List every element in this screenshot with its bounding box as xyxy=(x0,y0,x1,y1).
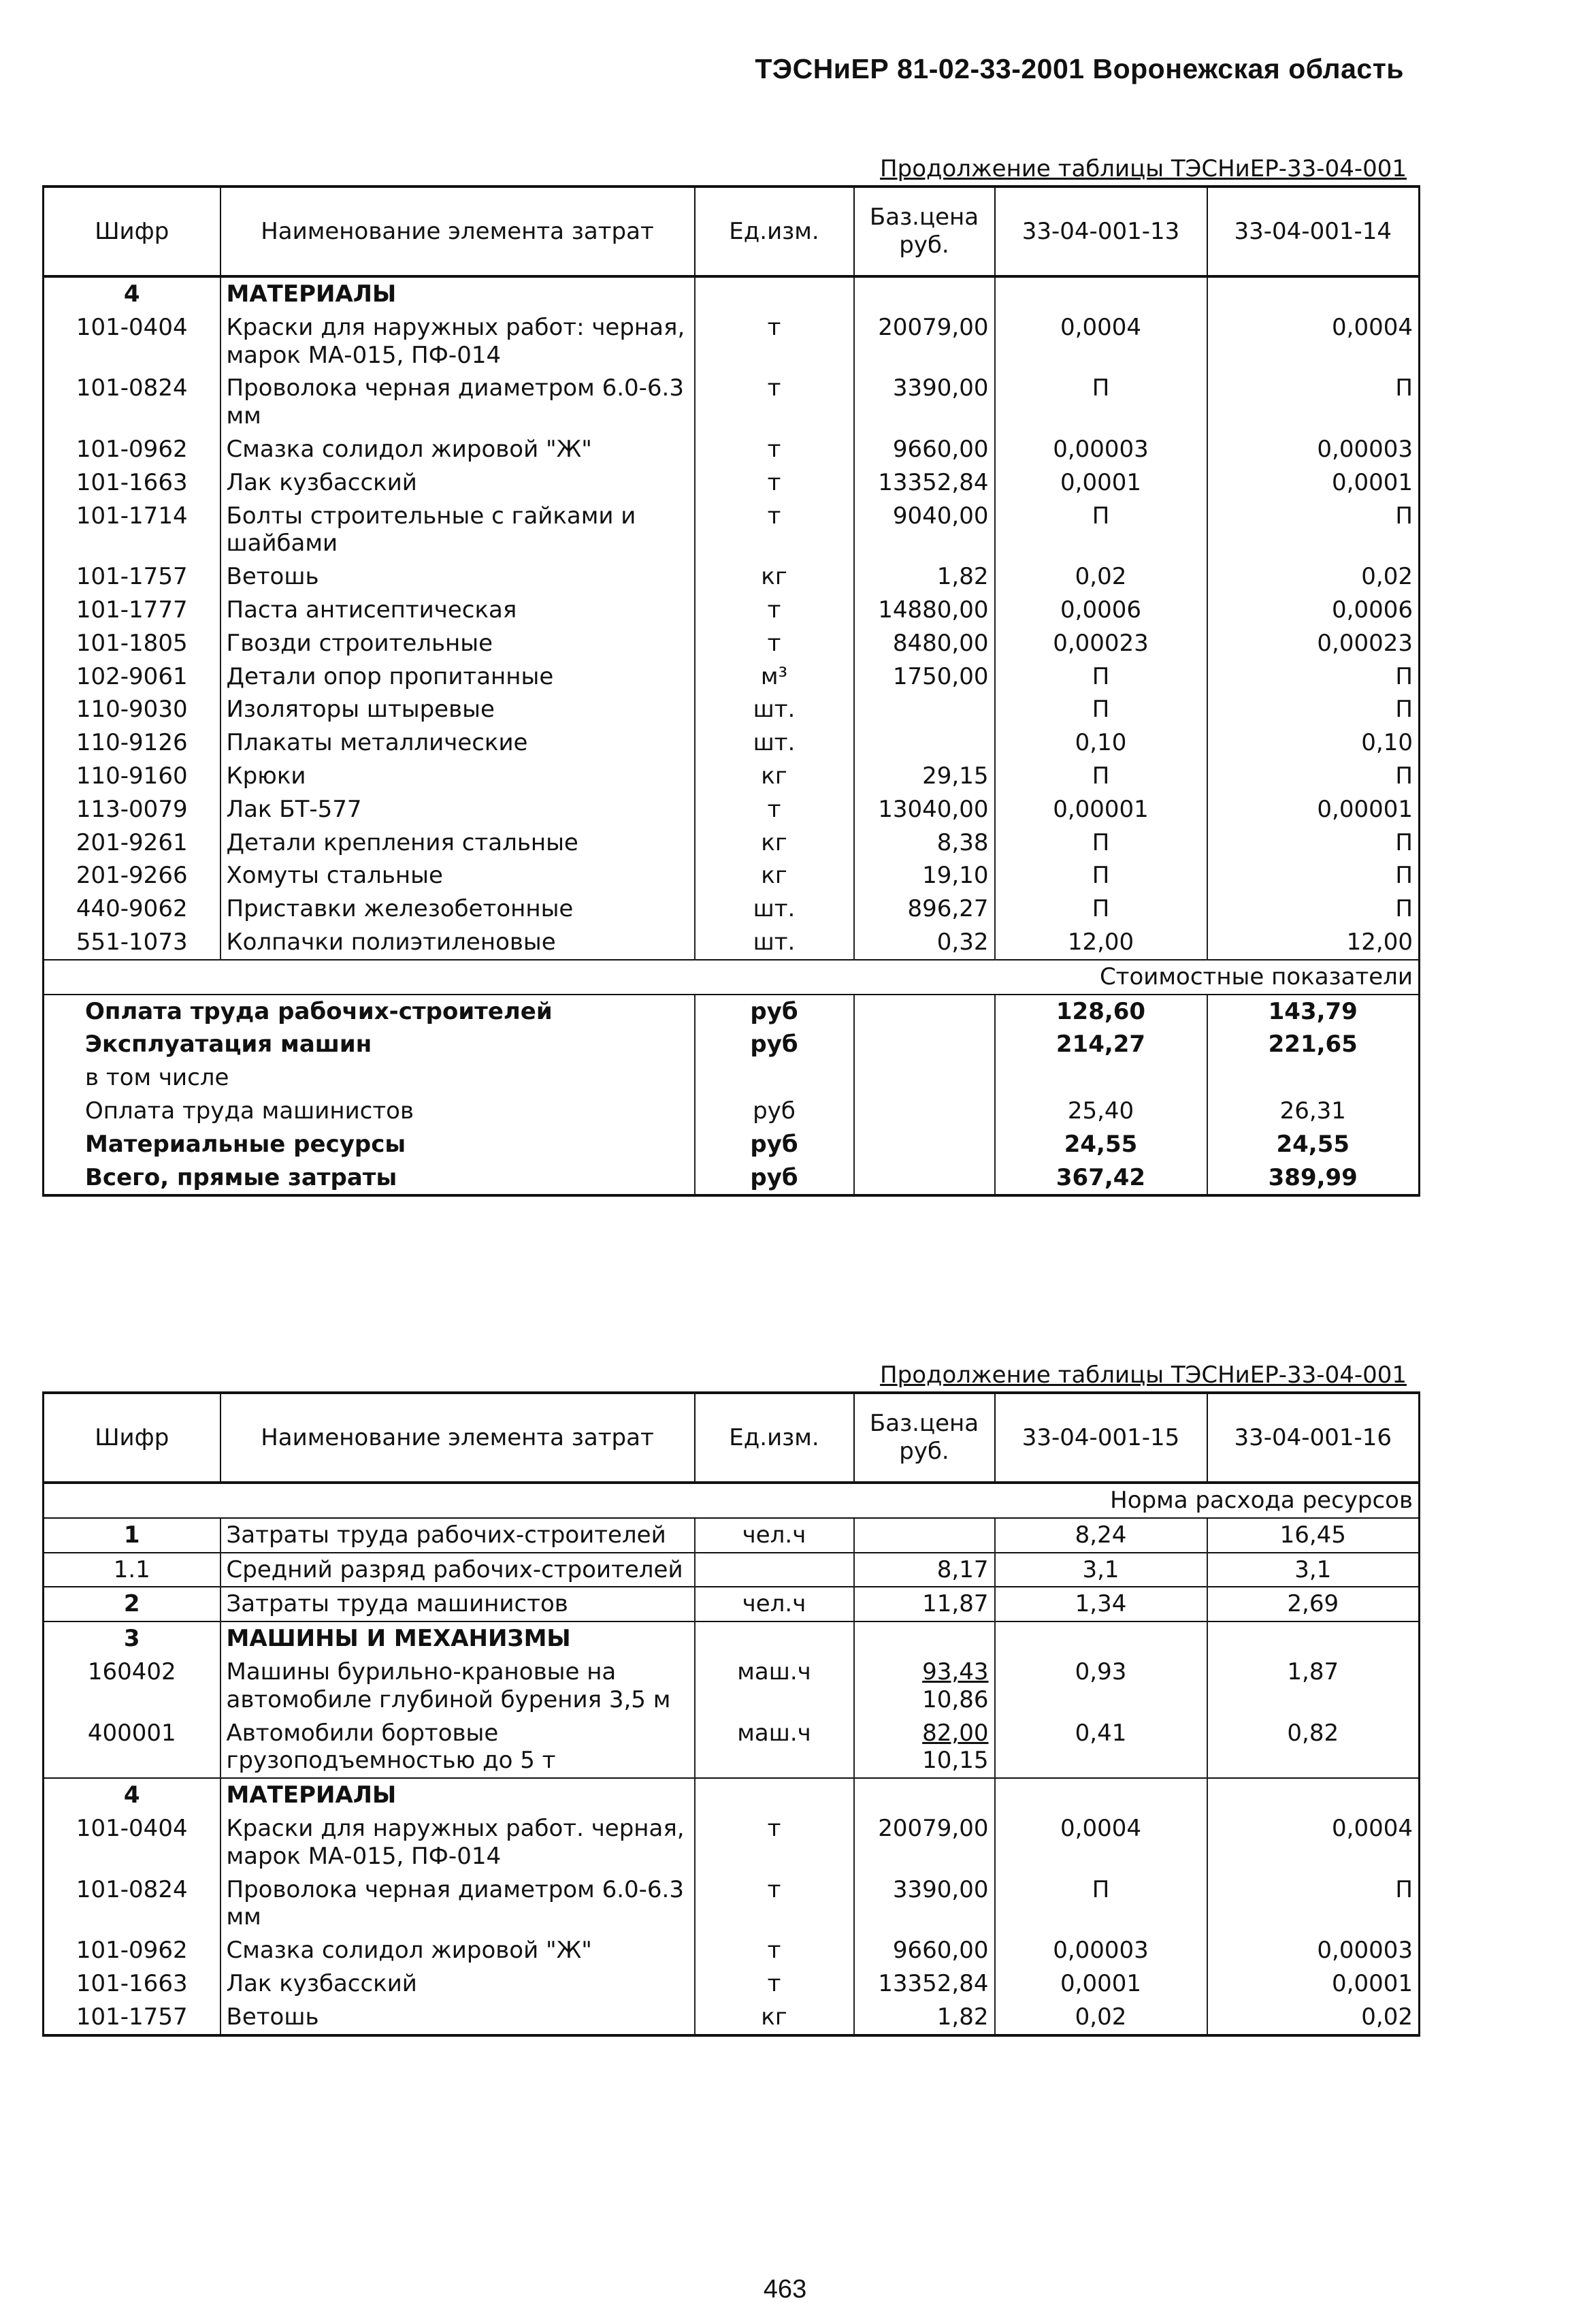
summary-name: Материальные ресурсы xyxy=(44,1128,695,1161)
row-unit: т xyxy=(695,1934,854,1967)
labor-row xyxy=(44,1587,1420,1621)
row-code: 201-9261 xyxy=(44,826,220,860)
row-unit: маш.ч xyxy=(695,1656,854,1717)
row-code: 101-0824 xyxy=(44,1873,220,1935)
row-price xyxy=(854,1518,995,1553)
row-code: 160402 xyxy=(44,1656,220,1717)
summary-unit: руб xyxy=(695,1028,854,1061)
row-price: 20079,00 xyxy=(854,311,995,372)
row-price: 29,15 xyxy=(854,760,995,793)
table-row xyxy=(44,793,1420,826)
row-unit: чел.ч xyxy=(695,1518,854,1553)
row-name: Смазка солидол жировой "Ж" xyxy=(220,1934,695,1967)
col-header-price: Баз.цена руб. xyxy=(854,187,995,276)
col-header-code: Шифр xyxy=(44,187,220,276)
row-name: Средний разряд рабочих-строителей xyxy=(220,1553,695,1587)
table-row xyxy=(44,500,1420,561)
row-name: Смазка солидол жировой "Ж" xyxy=(220,433,695,466)
summary-row xyxy=(44,995,1420,1029)
row-unit: т xyxy=(695,433,854,466)
table-row xyxy=(44,433,1420,466)
summary-value-1: 214,27 xyxy=(995,1028,1207,1061)
row-value-1: П xyxy=(995,693,1207,726)
row-price: 20079,00 xyxy=(854,1812,995,1873)
machinist-wage: 10,86 xyxy=(922,1685,989,1713)
row-value-2: П xyxy=(1207,760,1420,793)
row-price: 0,32 xyxy=(854,926,995,960)
row-name: Изоляторы штыревые xyxy=(220,693,695,726)
row-name: Лак кузбасский xyxy=(220,466,695,500)
norm-header-label: Норма расхода ресурсов xyxy=(44,1483,1420,1518)
row-price: 8,17 xyxy=(854,1553,995,1587)
row-name: Крюки xyxy=(220,760,695,793)
row-value-1: 0,0001 xyxy=(995,466,1207,500)
summary-row xyxy=(44,1028,1420,1061)
row-value-1: П xyxy=(995,826,1207,860)
row-value-2: П xyxy=(1207,892,1420,926)
row-value-2: П xyxy=(1207,372,1420,433)
col-header-code: Шифр xyxy=(44,1393,220,1483)
row-value-1: 12,00 xyxy=(995,926,1207,960)
table2-caption: Продолжение таблицы ТЭСНиЕР-33-04-001 xyxy=(880,1361,1407,1389)
labor-row xyxy=(44,1553,1420,1587)
section-title: МАШИНЫ И МЕХАНИЗМЫ xyxy=(220,1621,695,1656)
row-value-1: П xyxy=(995,892,1207,926)
row-value-2: 0,10 xyxy=(1207,726,1420,760)
row-name: Болты строительные с гайками и шайбами xyxy=(220,500,695,561)
section-code: 4 xyxy=(44,1778,220,1812)
table-row xyxy=(44,660,1420,694)
row-code: 101-0962 xyxy=(44,433,220,466)
row-unit: чел.ч xyxy=(695,1587,854,1621)
row-value-2: 0,0004 xyxy=(1207,1812,1420,1873)
row-value-2: 0,00001 xyxy=(1207,793,1420,826)
table-row xyxy=(44,760,1420,793)
summary-row xyxy=(44,1095,1420,1128)
table1-caption: Продолжение таблицы ТЭСНиЕР-33-04-001 xyxy=(880,155,1407,182)
row-price: 9660,00 xyxy=(854,1934,995,1967)
row-price: 1750,00 xyxy=(854,660,995,694)
row-unit: шт. xyxy=(695,892,854,926)
table-row xyxy=(44,466,1420,500)
row-unit: т xyxy=(695,1967,854,2001)
row-code: 400001 xyxy=(44,1717,220,1779)
row-name: Паста антисептическая xyxy=(220,594,695,627)
row-name: Лак БТ-577 xyxy=(220,793,695,826)
row-value-1: 0,00023 xyxy=(995,627,1207,660)
row-code: 110-9030 xyxy=(44,693,220,726)
row-name: Хомуты стальные xyxy=(220,859,695,892)
row-price: 8480,00 xyxy=(854,627,995,660)
machine-row xyxy=(44,1656,1420,1717)
row-code: 110-9126 xyxy=(44,726,220,760)
summary-value-1: 24,55 xyxy=(995,1128,1207,1161)
table-header-row xyxy=(44,1393,1420,1483)
row-name: Затраты труда машинистов xyxy=(220,1587,695,1621)
summary-unit: руб xyxy=(695,1095,854,1128)
row-code: 102-9061 xyxy=(44,660,220,694)
summary-row xyxy=(44,1128,1420,1161)
row-value-2: 0,0001 xyxy=(1207,1967,1420,2001)
row-code: 551-1073 xyxy=(44,926,220,960)
row-name: Автомобили бортовые грузоподъемностью до 5 т xyxy=(220,1717,695,1779)
row-price: 11,87 xyxy=(854,1587,995,1621)
row-value-1: 0,00001 xyxy=(995,793,1207,826)
row-name: Лак кузбасский xyxy=(220,1967,695,2001)
row-price: 13040,00 xyxy=(854,793,995,826)
section-row-materials xyxy=(44,1778,1420,1812)
row-code: 101-1663 xyxy=(44,466,220,500)
machine-price: 82,00 xyxy=(922,1719,989,1747)
section-title: МАТЕРИАЛЫ xyxy=(220,276,695,311)
row-value-1: 0,02 xyxy=(995,2001,1207,2035)
row-unit: шт. xyxy=(695,926,854,960)
row-unit: т xyxy=(695,466,854,500)
summary-value-2: 26,31 xyxy=(1207,1095,1420,1128)
row-unit: т xyxy=(695,311,854,372)
row-price: 14880,00 xyxy=(854,594,995,627)
row-unit: кг xyxy=(695,859,854,892)
table-header-row xyxy=(44,187,1420,276)
row-value-2: П xyxy=(1207,693,1420,726)
col-header-name: Наименование элемента затрат xyxy=(220,1393,695,1483)
row-value-1: 0,02 xyxy=(995,560,1207,594)
summary-value-2: 143,79 xyxy=(1207,995,1420,1029)
row-value-1: 0,0004 xyxy=(995,1812,1207,1873)
row-value-1: П xyxy=(995,760,1207,793)
row-code: 113-0079 xyxy=(44,793,220,826)
row-price: 1,82 xyxy=(854,560,995,594)
row-value-2: 0,00003 xyxy=(1207,433,1420,466)
row-name: Гвозди строительные xyxy=(220,627,695,660)
row-name: Проволока черная диаметром 6.0-6.3 мм xyxy=(220,372,695,433)
summary-name: Оплата труда машинистов xyxy=(44,1095,695,1128)
summary-value-1 xyxy=(995,1061,1207,1095)
page-number: 463 xyxy=(763,2275,807,2304)
table-row xyxy=(44,1967,1420,2001)
row-value-1: 0,00003 xyxy=(995,1934,1207,1967)
table-row xyxy=(44,372,1420,433)
row-code: 101-0404 xyxy=(44,1812,220,1873)
row-price: 13352,84 xyxy=(854,466,995,500)
summary-unit: руб xyxy=(695,1161,854,1196)
row-value-2: 0,0006 xyxy=(1207,594,1420,627)
row-unit: кг xyxy=(695,2001,854,2035)
row-value-1: 0,00003 xyxy=(995,433,1207,466)
summary-value-2 xyxy=(1207,1061,1420,1095)
col-header-norm-2: 33-04-001-16 xyxy=(1207,1393,1420,1483)
row-price: 9040,00 xyxy=(854,500,995,561)
row-value-1: 0,41 xyxy=(995,1717,1207,1779)
row-unit: т xyxy=(695,500,854,561)
row-value-2: П xyxy=(1207,500,1420,561)
row-name: Краски для наружных работ: черная, марок МА-015, ПФ-014 xyxy=(220,311,695,372)
row-value-2: 2,69 xyxy=(1207,1587,1420,1621)
row-code: 101-1805 xyxy=(44,627,220,660)
table-row xyxy=(44,826,1420,860)
section-title: МАТЕРИАЛЫ xyxy=(220,1778,695,1812)
row-value-1: 3,1 xyxy=(995,1553,1207,1587)
summary-name: Эксплуатация машин xyxy=(44,1028,695,1061)
row-value-2: 16,45 xyxy=(1207,1518,1420,1553)
row-price: 19,10 xyxy=(854,859,995,892)
row-value-2: 12,00 xyxy=(1207,926,1420,960)
row-price xyxy=(854,726,995,760)
col-header-price: Баз.цена руб. xyxy=(854,1393,995,1483)
row-price xyxy=(854,1656,995,1717)
row-value-2: 0,0001 xyxy=(1207,466,1420,500)
row-code: 110-9160 xyxy=(44,760,220,793)
row-code: 101-0824 xyxy=(44,372,220,433)
machine-price: 93,43 xyxy=(922,1658,989,1685)
summary-unit: руб xyxy=(695,1128,854,1161)
table-row xyxy=(44,311,1420,372)
table-row xyxy=(44,859,1420,892)
table-row xyxy=(44,726,1420,760)
summary-name: в том числе xyxy=(44,1061,695,1095)
table-row xyxy=(44,2001,1420,2035)
row-price xyxy=(854,1717,995,1779)
machinist-wage: 10,15 xyxy=(922,1747,989,1775)
row-value-1: П xyxy=(995,500,1207,561)
table-row xyxy=(44,560,1420,594)
row-value-2: 0,0004 xyxy=(1207,311,1420,372)
row-unit xyxy=(695,1553,854,1587)
row-value-1: П xyxy=(995,660,1207,694)
row-code: 101-1663 xyxy=(44,1967,220,2001)
row-value-2: 0,02 xyxy=(1207,560,1420,594)
table-row xyxy=(44,1934,1420,1967)
row-code: 1 xyxy=(44,1518,220,1553)
row-code: 101-1757 xyxy=(44,2001,220,2035)
row-unit: т xyxy=(695,594,854,627)
summary-row xyxy=(44,1061,1420,1095)
row-value-1: 0,0004 xyxy=(995,311,1207,372)
cost-indicators-row xyxy=(44,960,1420,995)
machine-row xyxy=(44,1717,1420,1779)
summary-value-2: 389,99 xyxy=(1207,1161,1420,1196)
labor-row xyxy=(44,1518,1420,1553)
row-name: Плакаты металлические xyxy=(220,726,695,760)
row-unit: м³ xyxy=(695,660,854,694)
table-row xyxy=(44,1873,1420,1935)
row-unit: т xyxy=(695,372,854,433)
norm-header-row xyxy=(44,1483,1420,1518)
row-value-1: 0,0006 xyxy=(995,594,1207,627)
row-name: Детали опор пропитанные xyxy=(220,660,695,694)
row-code: 101-1777 xyxy=(44,594,220,627)
row-unit: т xyxy=(695,793,854,826)
row-value-1: 1,34 xyxy=(995,1587,1207,1621)
summary-unit: руб xyxy=(695,995,854,1029)
col-header-norm-2: 33-04-001-14 xyxy=(1207,187,1420,276)
table-row xyxy=(44,1812,1420,1873)
row-price: 896,27 xyxy=(854,892,995,926)
resource-table-1 xyxy=(42,185,1420,1197)
row-code: 101-1714 xyxy=(44,500,220,561)
row-code: 101-0404 xyxy=(44,311,220,372)
row-unit: шт. xyxy=(695,693,854,726)
row-price: 1,82 xyxy=(854,2001,995,2035)
row-value-2: 0,00003 xyxy=(1207,1934,1420,1967)
summary-value-1: 367,42 xyxy=(995,1161,1207,1196)
row-unit: шт. xyxy=(695,726,854,760)
row-name: Краски для наружных работ. черная, марок МА-015, ПФ-014 xyxy=(220,1812,695,1873)
row-value-2: П xyxy=(1207,660,1420,694)
cost-indicators-label: Стоимостные показатели xyxy=(44,960,1420,995)
section-row-materials xyxy=(44,276,1420,311)
summary-value-2: 221,65 xyxy=(1207,1028,1420,1061)
row-name: Приставки железобетонные xyxy=(220,892,695,926)
table-row xyxy=(44,627,1420,660)
row-name: Проволока черная диаметром 6.0-6.3 мм xyxy=(220,1873,695,1935)
row-value-2: П xyxy=(1207,859,1420,892)
summary-value-1: 25,40 xyxy=(995,1095,1207,1128)
row-price: 9660,00 xyxy=(854,433,995,466)
row-unit: т xyxy=(695,627,854,660)
row-value-2: 3,1 xyxy=(1207,1553,1420,1587)
col-header-norm-1: 33-04-001-13 xyxy=(995,187,1207,276)
col-header-unit: Ед.изм. xyxy=(695,187,854,276)
row-code: 2 xyxy=(44,1587,220,1621)
section-row-machines xyxy=(44,1621,1420,1656)
row-code: 201-9266 xyxy=(44,859,220,892)
row-name: Колпачки полиэтиленовые xyxy=(220,926,695,960)
row-code: 101-0962 xyxy=(44,1934,220,1967)
row-value-1: 8,24 xyxy=(995,1518,1207,1553)
row-value-2: 0,02 xyxy=(1207,2001,1420,2035)
summary-row xyxy=(44,1161,1420,1196)
section-code: 3 xyxy=(44,1621,220,1656)
row-unit: кг xyxy=(695,826,854,860)
row-unit: маш.ч xyxy=(695,1717,854,1779)
row-unit: т xyxy=(695,1812,854,1873)
row-value-1: П xyxy=(995,372,1207,433)
col-header-unit: Ед.изм. xyxy=(695,1393,854,1483)
row-value-2: П xyxy=(1207,1873,1420,1935)
row-value-2: 1,87 xyxy=(1207,1656,1420,1717)
row-value-1: П xyxy=(995,1873,1207,1935)
section-code: 4 xyxy=(44,276,220,311)
row-name: Затраты труда рабочих-строителей xyxy=(220,1518,695,1553)
summary-value-1: 128,60 xyxy=(995,995,1207,1029)
row-price: 3390,00 xyxy=(854,1873,995,1935)
col-header-name: Наименование элемента затрат xyxy=(220,187,695,276)
row-price: 13352,84 xyxy=(854,1967,995,2001)
row-value-1: 0,10 xyxy=(995,726,1207,760)
row-price xyxy=(854,693,995,726)
table-row xyxy=(44,693,1420,726)
row-unit: кг xyxy=(695,560,854,594)
row-name: Детали крепления стальные xyxy=(220,826,695,860)
document-header: ТЭСНиЕР 81-02-33-2001 Воронежская область xyxy=(755,53,1404,84)
row-name: Ветошь xyxy=(220,2001,695,2035)
resource-table-2 xyxy=(42,1391,1420,2037)
summary-name: Всего, прямые затраты xyxy=(44,1161,695,1196)
row-unit: т xyxy=(695,1873,854,1935)
row-code: 1.1 xyxy=(44,1553,220,1587)
table-row xyxy=(44,926,1420,960)
row-name: Машины бурильно-крановые на автомобиле глубиной бурения 3,5 м xyxy=(220,1656,695,1717)
row-value-1: 0,93 xyxy=(995,1656,1207,1717)
row-value-2: 0,82 xyxy=(1207,1717,1420,1779)
row-value-2: П xyxy=(1207,826,1420,860)
row-value-2: 0,00023 xyxy=(1207,627,1420,660)
summary-name: Оплата труда рабочих-строителей xyxy=(44,995,695,1029)
row-price: 3390,00 xyxy=(854,372,995,433)
row-name: Ветошь xyxy=(220,560,695,594)
row-code: 440-9062 xyxy=(44,892,220,926)
row-code: 101-1757 xyxy=(44,560,220,594)
row-value-1: П xyxy=(995,859,1207,892)
row-price: 8,38 xyxy=(854,826,995,860)
col-header-norm-1: 33-04-001-15 xyxy=(995,1393,1207,1483)
table-row xyxy=(44,892,1420,926)
table-row xyxy=(44,594,1420,627)
row-value-1: 0,0001 xyxy=(995,1967,1207,2001)
summary-unit xyxy=(695,1061,854,1095)
summary-value-2: 24,55 xyxy=(1207,1128,1420,1161)
row-unit: кг xyxy=(695,760,854,793)
